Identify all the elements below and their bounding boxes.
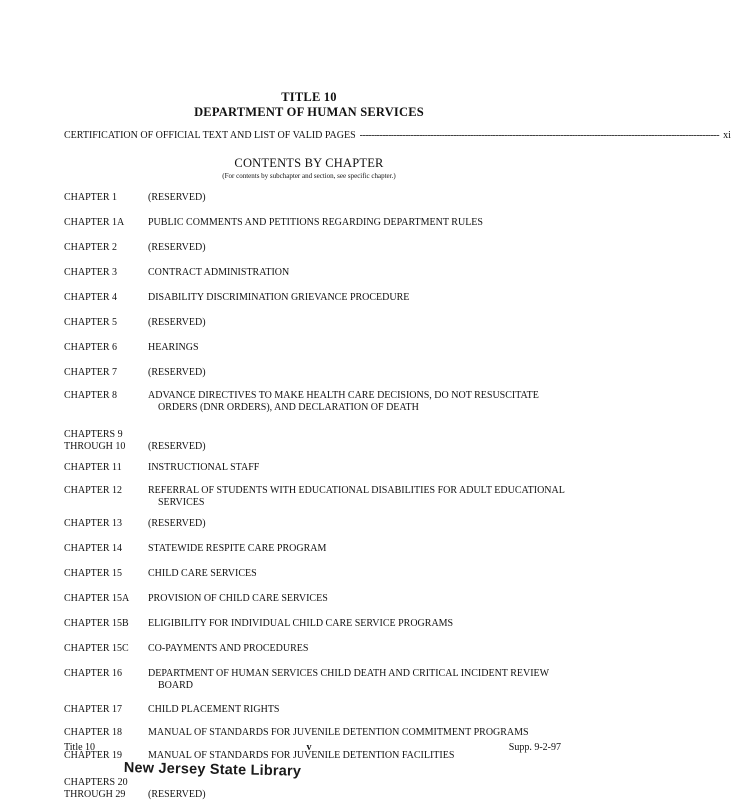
chapter-row <box>64 390 584 414</box>
chapter-title-continuation: SERVICES <box>158 497 205 508</box>
chapter-title-text: MANUAL OF STANDARDS FOR JUVENILE DETENTION FACILITIES <box>148 750 455 761</box>
chapter-title <box>148 342 584 354</box>
chapter-number: CHAPTER 12 <box>64 485 123 496</box>
chapter-number: CHAPTER 13 <box>64 518 123 529</box>
chapter-number: CHAPTERS 9 THROUGH 10 <box>64 429 126 452</box>
chapter-row <box>64 429 584 453</box>
chapter-number: CHAPTER 15C <box>64 643 129 654</box>
chapter-row <box>64 568 584 580</box>
chapter-number: CHAPTER 17 <box>64 704 123 715</box>
chapter-row <box>64 668 584 692</box>
chapter-number: CHAPTER 19 <box>64 750 123 761</box>
chapter-title-continuation: ORDERS (DNR ORDERS), AND DECLARATION OF DEATH <box>158 402 419 413</box>
chapter-number: CHAPTER 16 <box>64 668 123 679</box>
chapter-title <box>148 267 584 279</box>
chapter-title-text: CONTRACT ADMINISTRATION <box>148 267 290 278</box>
chapter-title-text: ADVANCE DIRECTIVES TO MAKE HEALTH CARE DECISIONS, DO NOT RESUSCITATE <box>148 390 539 401</box>
chapter-title <box>148 217 584 229</box>
chapter-number: CHAPTERS 20 THROUGH 29 <box>64 777 128 800</box>
chapter-row <box>64 777 584 801</box>
chapter-title <box>148 618 584 630</box>
certification-leader: ------------------------------------------------------------------------------------------------------------------------------- <box>359 130 720 141</box>
chapter-row <box>64 727 584 739</box>
chapter-title <box>148 317 584 329</box>
chapter-title <box>148 292 584 304</box>
chapter-title-text: (RESERVED) <box>148 192 206 203</box>
chapter-row <box>64 518 584 530</box>
footer-page-number: v <box>306 742 312 753</box>
chapter-title-text: (RESERVED) <box>148 441 206 452</box>
library-stamp: New Jersey State Library <box>123 760 302 780</box>
chapter-title-text: PUBLIC COMMENTS AND PETITIONS REGARDING DEPARTMENT RULES <box>148 217 483 228</box>
chapter-title <box>148 367 584 379</box>
certification-page: xi <box>723 130 731 141</box>
chapter-title <box>148 668 584 692</box>
contents-heading: CONTENTS BY CHAPTER <box>234 156 384 170</box>
chapter-title-text: (RESERVED) <box>148 317 206 328</box>
chapter-row <box>64 593 584 605</box>
chapter-title <box>148 462 584 474</box>
chapter-title-text: MANUAL OF STANDARDS FOR JUVENILE DETENTION COMMITMENT PROGRAMS <box>148 727 529 738</box>
chapter-title <box>148 568 584 580</box>
chapter-title-text: PROVISION OF CHILD CARE SERVICES <box>148 593 328 604</box>
chapter-number: CHAPTER 2 <box>64 242 118 253</box>
contents-note: (For contents by subchapter and section, see specific chapter.) <box>222 172 396 180</box>
chapter-row <box>64 292 584 304</box>
chapter-row <box>64 485 584 509</box>
chapter-number: CHAPTER 5 <box>64 317 118 328</box>
chapter-number: CHAPTER 18 <box>64 727 123 738</box>
chapter-row <box>64 192 584 204</box>
chapter-title-continuation: BOARD <box>158 680 194 691</box>
chapter-title <box>148 727 584 739</box>
chapter-row <box>64 543 584 555</box>
chapter-title <box>148 704 584 716</box>
chapter-title <box>148 192 584 204</box>
chapter-title <box>148 593 584 605</box>
chapter-title <box>148 242 584 254</box>
chapter-title-text: HEARINGS <box>148 342 199 353</box>
chapter-title <box>148 485 584 509</box>
footer-supplement-date: Supp. 9-2-97 <box>508 742 561 753</box>
chapter-number: CHAPTER 15A <box>64 593 130 604</box>
chapter-number: CHAPTER 14 <box>64 543 123 554</box>
chapter-number: CHAPTER 15B <box>64 618 129 629</box>
chapter-title <box>148 643 584 655</box>
chapter-row <box>64 462 584 474</box>
chapter-number: CHAPTER 6 <box>64 342 118 353</box>
chapter-row <box>64 704 584 716</box>
chapter-number: CHAPTER 7 <box>64 367 118 378</box>
chapter-row <box>64 267 584 279</box>
chapter-title-text: ELIGIBILITY FOR INDIVIDUAL CHILD CARE SERVICE PROGRAMS <box>148 618 454 629</box>
chapter-title <box>148 789 584 801</box>
chapter-title-text: (RESERVED) <box>148 518 206 529</box>
chapter-row <box>64 242 584 254</box>
chapter-title <box>148 518 584 530</box>
chapter-title-text: DEPARTMENT OF HUMAN SERVICES CHILD DEATH AND CRITICAL INCIDENT REVIEW <box>148 668 550 679</box>
chapter-title <box>148 441 584 453</box>
chapter-title-text: STATEWIDE RESPITE CARE PROGRAM <box>148 543 327 554</box>
chapter-number: CHAPTER 4 <box>64 292 118 303</box>
chapter-title-text: (RESERVED) <box>148 242 206 253</box>
chapter-row <box>64 618 584 630</box>
chapter-row <box>64 317 584 329</box>
chapter-title <box>148 390 584 414</box>
chapter-title-text: REFERRAL OF STUDENTS WITH EDUCATIONAL DISABILITIES FOR ADULT EDUCATIONAL <box>148 485 565 496</box>
chapter-title-text: DISABILITY DISCRIMINATION GRIEVANCE PROCEDURE <box>148 292 410 303</box>
chapter-row <box>64 643 584 655</box>
chapter-number: CHAPTER 1A <box>64 217 125 228</box>
chapter-title <box>148 543 584 555</box>
chapter-title-text: (RESERVED) <box>148 367 206 378</box>
certification-text: CERTIFICATION OF OFFICIAL TEXT AND LIST OF VALID PAGES <box>64 130 356 141</box>
certification-line <box>64 130 731 144</box>
chapter-row <box>64 342 584 354</box>
chapter-number: CHAPTER 8 <box>64 390 118 401</box>
chapter-list <box>64 192 584 801</box>
title-number: TITLE 10 <box>281 90 337 104</box>
chapter-number: CHAPTER 15 <box>64 568 123 579</box>
footer-title: Title 10 <box>64 742 96 753</box>
chapter-title-text: CHILD CARE SERVICES <box>148 568 257 579</box>
chapter-row <box>64 367 584 379</box>
chapter-number: CHAPTER 11 <box>64 462 122 473</box>
chapter-title-text: (RESERVED) <box>148 789 206 800</box>
chapter-title-text: CHILD PLACEMENT RIGHTS <box>148 704 280 715</box>
chapter-title-text: INSTRUCTIONAL STAFF <box>148 462 260 473</box>
chapter-number: CHAPTER 1 <box>64 192 118 203</box>
chapter-title-text: CO-PAYMENTS AND PROCEDURES <box>148 643 309 654</box>
chapter-number: CHAPTER 3 <box>64 267 118 278</box>
chapter-row <box>64 217 584 229</box>
department-name: DEPARTMENT OF HUMAN SERVICES <box>194 105 424 119</box>
